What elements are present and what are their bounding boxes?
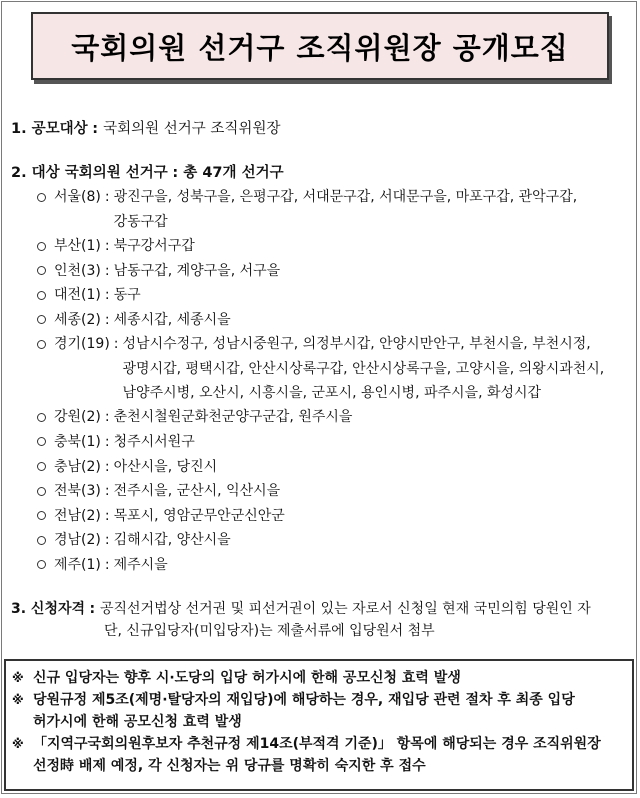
region-name: 대전(1) [54, 287, 101, 304]
notice-item [12, 733, 632, 777]
region-name: 충남(2) [54, 458, 101, 475]
region-areas: 동구 [113, 287, 141, 304]
region-name: 세종(2) [54, 311, 101, 328]
region-row-gangwon: 강원(2) : 춘천시철원군화천군양구군갑, 원주시을 [34, 406, 624, 431]
region-areas-line: 성남시수정구, 성남시중원구, 의정부시갑, 안양시만안구, 부천시을, 부천시정, [122, 336, 591, 353]
region-name: 부산(1) [54, 238, 101, 254]
region-row-chungbuk: 충북(1) : 청주시서원구 [34, 431, 624, 456]
region-name: 제주(1) [54, 556, 101, 573]
region-row-gyeonggi: 경기(19) : 성남시수정구, 성남시중원구, 의정부시갑, 안양시만안구, 부천시을, 부천시정, 광명시갑, 평택시갑, 안산시상록구갑, 안산시상록구을, 고양시을, 의왕시과천시, 남양주시병, 오산시, 시흥시을, 군포시, 용인시병, 파주시을, 화성시갑 [34, 333, 624, 406]
notice-text: 「지역구국회의원후보자 추천규정 제14조(부적격 기준)」 항목에 해당되는 경우 조직위원장 [33, 736, 601, 752]
circle-bullet-icon [34, 190, 48, 204]
region-areas: 아산시을, 당진시 [113, 458, 218, 475]
circle-bullet-icon [34, 509, 48, 523]
circle-bullet-icon [34, 313, 48, 327]
region-areas: 춘천시철원군화천군양구군갑, 원주시을 [113, 409, 353, 426]
region-name: 인천(3) [54, 262, 101, 279]
region-row-jeju: 제주(1) : 제주시을 [34, 554, 624, 579]
reference-mark-icon: ※ [12, 737, 24, 751]
circle-bullet-icon [34, 288, 48, 302]
page-title: 국회의원 선거구 조직위원장 공개모집 [71, 30, 569, 65]
region-name: 경남(2) [54, 532, 101, 549]
region-areas-line: 강동구갑 [113, 213, 168, 230]
notice-item [12, 689, 632, 733]
region-areas-line: 남양주시병, 오산시, 시흥시을, 군포시, 용인시병, 파주시을, 화성시갑 [122, 385, 542, 402]
region-areas: 세종시갑, 세종시을 [113, 311, 231, 328]
region-name: 전남(2) [54, 507, 101, 524]
region-row-seoul: 서울(8) : 광진구을, 성북구을, 은평구갑, 서대문구갑, 서대문구을, 마포구갑, 관악구갑, 강동구갑 [34, 186, 624, 235]
region-areas: 청주시서원구 [113, 433, 195, 450]
region-name: 서울(8) [54, 189, 101, 205]
reference-mark-icon: ※ [12, 693, 24, 707]
region-row-incheon: 인천(3) : 남동구갑, 계양구을, 서구을 [34, 260, 624, 285]
region-row-daejeon: 대전(1) : 동구 [34, 284, 624, 309]
region-name: 강원(2) [54, 409, 101, 426]
notice-box [4, 659, 634, 791]
region-row-jeonbuk: 전북(3) : 전주시을, 군산시, 익산시을 [34, 480, 624, 505]
section-1: 1. 공모대상 : 국회의원 선거구 조직위원장 [11, 121, 281, 137]
section-3-line-1: 공직선거법상 선거권 및 피선거권이 있는 자로서 신청일 현재 국민의힘 당원인 자 [99, 601, 591, 617]
region-areas [114, 185, 624, 234]
section-3-line-2: 단, 신규입당자(미입당자)는 제출서류에 입당원서 첨부 [104, 623, 435, 639]
section-1-heading: 1. 공모대상 [11, 121, 88, 137]
notice-text: 신규 입당자는 향후 시·도당의 입당 허가시에 한해 공모신청 효력 발생 [33, 670, 461, 686]
notice-item [12, 667, 632, 689]
circle-bullet-icon [34, 264, 48, 278]
notice-text: 선정時 배제 예정, 각 신청자는 위 당규를 명확히 숙지한 후 접수 [33, 758, 426, 774]
region-areas: 북구강서구갑 [113, 238, 195, 254]
circle-bullet-icon [34, 558, 48, 572]
region-name: 전북(3) [54, 483, 101, 500]
section-2-content: 총 47개 선거구 [183, 165, 284, 181]
circle-bullet-icon [34, 484, 48, 498]
circle-bullet-icon [34, 410, 48, 424]
region-areas: 제주시을 [113, 556, 168, 573]
region-name: 경기(19) [54, 336, 110, 353]
region-name: 충북(1) [54, 433, 101, 450]
region-row-sejong: 세종(2) : 세종시갑, 세종시을 [34, 309, 624, 334]
region-row-jeonnam: 전남(2) : 목포시, 영암군무안군신안군 [34, 505, 624, 530]
region-areas-line: 광진구을, 성북구을, 은평구갑, 서대문구갑, 서대문구을, 마포구갑, 관악구갑, [113, 189, 578, 205]
region-areas [123, 332, 624, 406]
region-row-busan: 부산(1) : 북구강서구갑 [34, 235, 624, 260]
document-page [1, 1, 637, 794]
section-3-heading: 3. 신청자격 [11, 601, 86, 617]
title-box [31, 12, 609, 80]
region-row-chungnam: 충남(2) : 아산시을, 당진시 [34, 456, 624, 481]
region-areas: 김해시갑, 양산시을 [113, 532, 231, 549]
region-areas: 전주시을, 군산시, 익산시을 [113, 483, 281, 500]
notice-text: 허가시에 한해 공모신청 효력 발생 [33, 714, 242, 730]
section-2-heading: 2. 대상 국회의원 선거구 [11, 165, 168, 181]
notice-text: 당원규정 제5조(제명·탈당자의 재입당)에 해당하는 경우, 재입당 관련 절차 후 최종 입당 [33, 692, 575, 708]
circle-bullet-icon [34, 460, 48, 474]
section-3: 3. 신청자격 : 공직선거법상 선거권 및 피선거권이 있는 자로서 신청일 현재 국민의힘 당원인 자 단, 신규입당자(미입당자)는 제출서류에 입당원서 첨부 [11, 598, 631, 642]
region-list [34, 186, 624, 579]
section-1-content: 국회의원 선거구 조직위원장 [103, 121, 281, 137]
circle-bullet-icon [34, 533, 48, 547]
circle-bullet-icon [34, 435, 48, 449]
region-areas: 남동구갑, 계양구을, 서구을 [113, 262, 281, 279]
section-2: 2. 대상 국회의원 선거구 : 총 47개 선거구 [11, 165, 284, 181]
circle-bullet-icon [34, 337, 48, 351]
region-areas: 목포시, 영암군무안군신안군 [113, 507, 285, 524]
reference-mark-icon: ※ [12, 671, 24, 685]
circle-bullet-icon [34, 239, 48, 253]
region-areas-line: 광명시갑, 평택시갑, 안산시상록구갑, 안산시상록구을, 고양시을, 의왕시과천시, [122, 360, 605, 377]
region-row-gyeongnam: 경남(2) : 김해시갑, 양산시을 [34, 529, 624, 554]
